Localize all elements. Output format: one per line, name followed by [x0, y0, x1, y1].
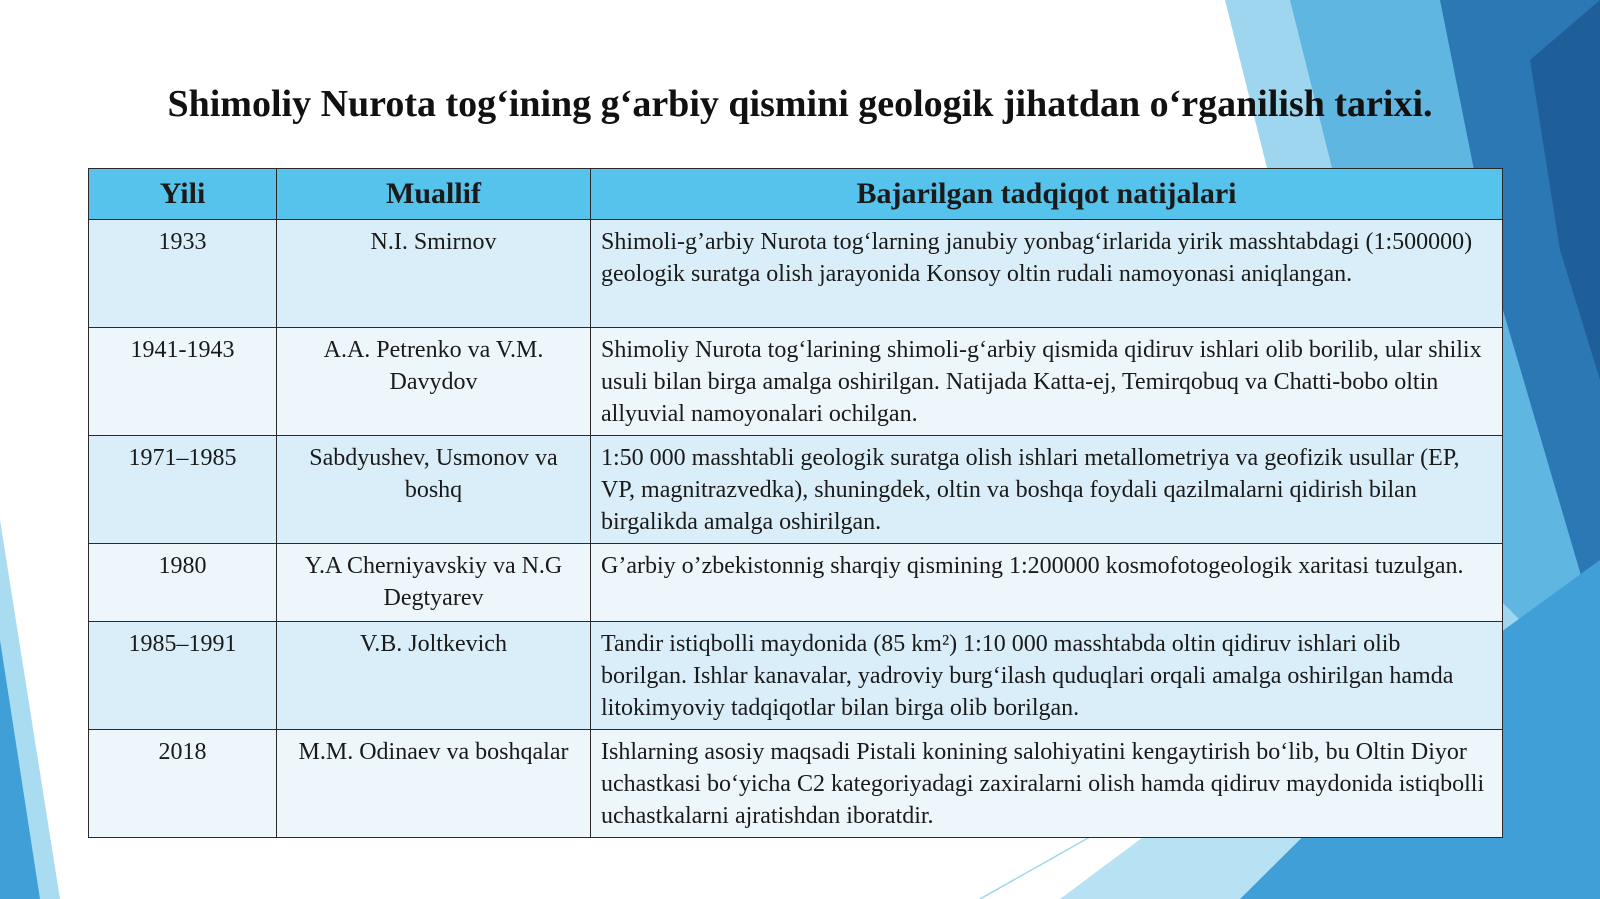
header-author: Muallif — [277, 169, 591, 220]
cell-author: M.M. Odinaev va boshqalar — [277, 730, 591, 838]
table-row — [89, 436, 1503, 544]
cell-year: 2018 — [89, 730, 277, 838]
cell-result: Tandir istiqbolli maydonida (85 km²) 1:10 000 masshtabda oltin qidiruv ishlari olib borilgan. Ishlar kanavalar, yadroviy burg‘ilash quduqlari orqali amalga oshirilgan hamda litokimyoviy tadqiqotlar bilan birga olib borilgan. — [591, 622, 1503, 730]
cell-author: Sabdyushev, Usmonov va boshq — [277, 436, 591, 544]
cell-year: 1980 — [89, 544, 277, 622]
table-row — [89, 328, 1503, 436]
slide-title: Shimoliy Nurota tog‘ining g‘arbiy qismini geologik jihatdan o‘rganilish tarixi. — [167, 83, 1433, 125]
table-row — [89, 544, 1503, 622]
table-row — [89, 730, 1503, 838]
cell-author: V.B. Joltkevich — [277, 622, 591, 730]
cell-author: Y.A Cherniyavskiy va N.G Degtyarev — [277, 544, 591, 622]
header-year: Yili — [89, 169, 277, 220]
table-row — [89, 220, 1503, 328]
cell-result: G’arbiy o’zbekistonnig sharqiy qismining 1:200000 kosmofotogeologik xaritasi tuzulgan. — [591, 544, 1503, 622]
cell-author: A.A. Petrenko va V.M. Davydov — [277, 328, 591, 436]
cell-author: N.I. Smirnov — [277, 220, 591, 328]
table-row — [89, 622, 1503, 730]
cell-year: 1971–1985 — [89, 436, 277, 544]
research-history-table — [88, 168, 1503, 838]
cell-result: Ishlarning asosiy maqsadi Pistali konining salohiyatini kengaytirish bo‘lib, bu Oltin Diyor uchastkasi bo‘yicha C2 kategoriyadagi zaxiralarni olish hamda qidiruv maydonida istiqbolli uchastkalarni ajratishdan iboratdir. — [591, 730, 1503, 838]
cell-result: 1:50 000 masshtabli geologik suratga olish ishlari metallometriya va geofizik usullar (EP, VP, magnitrazvedka), shuningdek, oltin va boshqa foydali qazilmalarni qidirish bilan birgalikda amalga oshirilgan. — [591, 436, 1503, 544]
cell-year: 1933 — [89, 220, 277, 328]
cell-result: Shimoli-g’arbiy Nurota tog‘larning janubiy yonbag‘irlarida yirik masshtabdagi (1:500000) geologik suratga olish jarayonida Konsoy oltin rudali namoyonasi aniqlangan. — [591, 220, 1503, 328]
cell-year: 1941-1943 — [89, 328, 277, 436]
table-header-row — [89, 169, 1503, 220]
header-result: Bajarilgan tadqiqot natijalari — [591, 169, 1503, 220]
cell-result: Shimoliy Nurota tog‘larining shimoli-g‘arbiy qismida qidiruv ishlari olib borilib, ular shilix usuli bilan birga amalga oshirilgan. Natijada Katta-ej, Temirqobuq va Chatti-bobo oltin allyuvial namoyonalari ochilgan. — [591, 328, 1503, 436]
cell-year: 1985–1991 — [89, 622, 277, 730]
